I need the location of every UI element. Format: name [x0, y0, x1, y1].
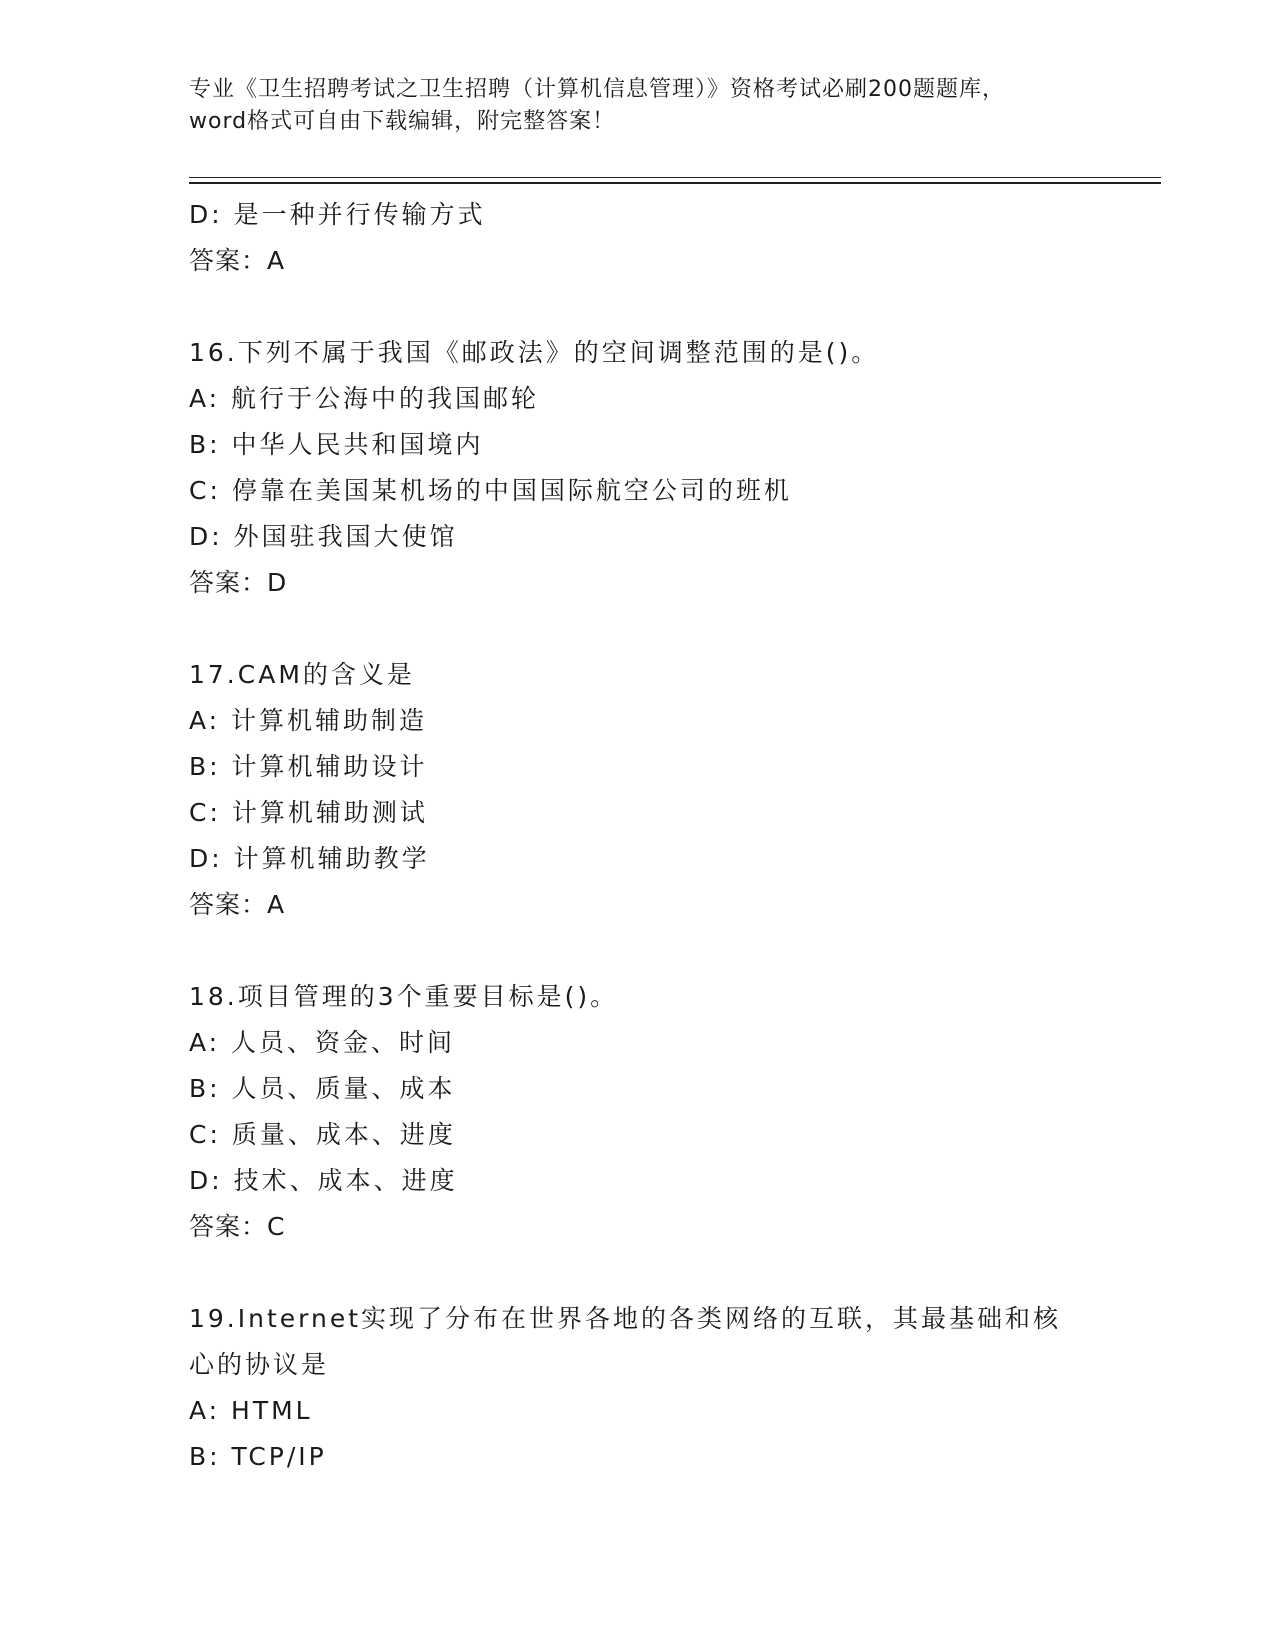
question-stem-line-2: 心的协议是 [189, 1350, 330, 1379]
option-d: D: 外国驻我国大使馆 [189, 522, 458, 551]
question-block-16 [189, 330, 1089, 606]
option-c: C: 停靠在美国某机场的中国国际航空公司的班机 [189, 476, 792, 505]
question-spacer [189, 1250, 1089, 1296]
option-d: D: 计算机辅助教学 [189, 844, 430, 873]
answer-line: 答案：D [189, 568, 288, 597]
header-divider-thick [189, 182, 1161, 184]
question-spacer [189, 928, 1089, 974]
option-b: B: TCP/IP [189, 1442, 327, 1471]
option-a: A: 计算机辅助制造 [189, 706, 428, 735]
header-title-line-1: 专业《卫生招聘考试之卫生招聘（计算机信息管理）》资格考试必刷200题题库， [189, 77, 1005, 102]
answer-line: 答案：C [189, 1212, 286, 1241]
option-a: A: HTML [189, 1396, 313, 1425]
option-c: C: 质量、成本、进度 [189, 1120, 456, 1149]
option-a: A: 航行于公海中的我国邮轮 [189, 384, 540, 413]
question-list [189, 192, 1089, 1480]
question-stem: 18.项目管理的3个重要目标是()。 [189, 982, 619, 1011]
question-block-18 [189, 974, 1089, 1250]
question-spacer [189, 284, 1089, 330]
document-header [189, 74, 1089, 138]
option-d: D: 是一种并行传输方式 [189, 200, 486, 229]
answer-line: 答案：A [189, 890, 286, 919]
question-stem: 17.CAM的含义是 [189, 660, 415, 689]
question-stem-line-1: 19.Internet实现了分布在世界各地的各类网络的互联，其最基础和核 [189, 1304, 1062, 1333]
question-block-15-tail [189, 192, 1089, 284]
question-block-19 [189, 1296, 1089, 1480]
header-title-line-2: word格式可自由下载编辑，附完整答案！ [189, 109, 616, 134]
question-stem: 16.下列不属于我国《邮政法》的空间调整范围的是()。 [189, 338, 880, 367]
option-a: A: 人员、资金、时间 [189, 1028, 456, 1057]
question-block-17 [189, 652, 1089, 928]
question-spacer [189, 606, 1089, 652]
answer-line: 答案：A [189, 246, 286, 275]
option-c: C: 计算机辅助测试 [189, 798, 428, 827]
header-divider-thin [189, 177, 1161, 178]
option-d: D: 技术、成本、进度 [189, 1166, 458, 1195]
option-b: B: 中华人民共和国境内 [189, 430, 484, 459]
option-b: B: 计算机辅助设计 [189, 752, 428, 781]
option-b: B: 人员、质量、成本 [189, 1074, 456, 1103]
